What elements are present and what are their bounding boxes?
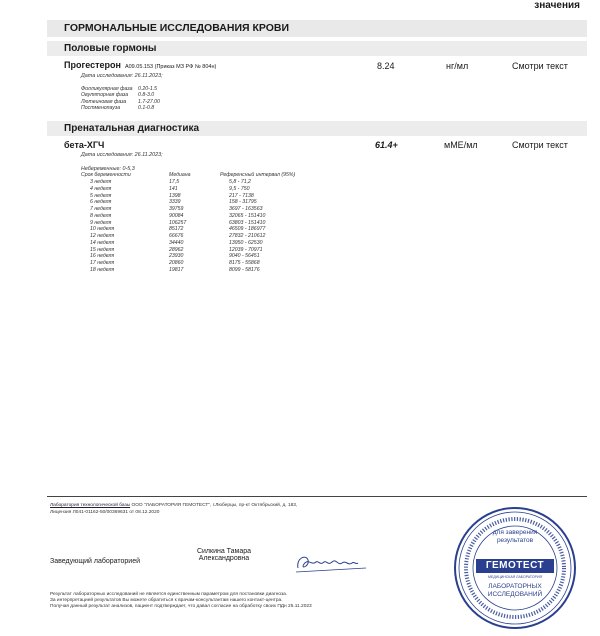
- row-median: 20860: [169, 260, 184, 266]
- range-phase: Лютеиновая фаза: [81, 98, 127, 105]
- row-term: 18 неделя: [90, 266, 115, 273]
- hcg-table-row: [81, 247, 341, 253]
- head-name-line2: Александровна: [198, 555, 250, 562]
- row-term: 8 неделя: [90, 212, 112, 219]
- row-ref: 8099 - 58176: [229, 266, 260, 273]
- row-term: 15 неделя: [90, 246, 115, 253]
- range-phase: Постменопауза: [81, 105, 121, 112]
- row-ref: 8175 - 55868: [229, 260, 260, 266]
- hcg-table-row: [81, 226, 341, 232]
- hcg-table-row: [81, 260, 341, 266]
- range-phase: Овуляторная фаза: [81, 92, 129, 99]
- hcg-table-row: [81, 220, 341, 226]
- signature-icon: [292, 548, 372, 576]
- hcg-table-header: [81, 172, 381, 178]
- row-median: 28962: [169, 246, 184, 253]
- range-value: 0.8-3.0: [138, 92, 155, 99]
- hcg-table-row: [81, 193, 341, 199]
- row-ref: 9,5 - 750: [229, 185, 250, 192]
- row-ref: 9040 - 56451: [229, 253, 260, 260]
- progesterone-date: Дата исследования: 26.11.2023;: [81, 73, 163, 79]
- hcg-table-row: [81, 240, 341, 246]
- row-term: 3 неделя: [90, 179, 112, 185]
- subsection-sex-hormones: Половые гормоны: [47, 41, 587, 56]
- hcg-table-row: [81, 253, 341, 259]
- row-term: 14 неделя: [90, 239, 115, 246]
- progesterone-reference: Смотри текст: [512, 61, 568, 71]
- range-value: 0.1-0.8: [138, 105, 155, 112]
- header-ref: Референсный интервал (95%): [220, 172, 296, 178]
- row-median: 85172: [169, 226, 184, 233]
- row-median: 66676: [169, 233, 184, 239]
- progesterone-range-row: [81, 105, 221, 111]
- hcg-table-row: [81, 199, 341, 205]
- stamp-brand: ГЕМОТЕСТ: [485, 560, 545, 571]
- row-ref: 63803 - 151410: [229, 219, 266, 226]
- row-term: 6 неделя: [90, 199, 112, 206]
- row-term: 17 неделя: [90, 260, 115, 266]
- lab-link[interactable]: Лаборатория технологической базы: [50, 503, 131, 508]
- stamp-line2: результатов: [496, 537, 534, 544]
- stamp-line4: ИССЛЕДОВАНИЙ: [487, 591, 543, 598]
- stamp-brand-sub: МЕДИЦИНСКАЯ ЛАБОРАТОРИЯ: [487, 575, 543, 579]
- hcg-table-row: [81, 267, 341, 273]
- disclaimer-3: Получая данный результат анализов, пациент подтверждает, что давал согласие на обработку своих ПДн 25.11.2023: [50, 604, 312, 609]
- row-term: 9 неделя: [90, 219, 112, 226]
- row-ref: 158 - 31795: [229, 199, 257, 206]
- hcg-table-row: [81, 213, 341, 219]
- row-median: 90084: [169, 212, 184, 219]
- footer-license: Лицензия Л041-01162-50/00369631 от 08.12.2020: [50, 510, 160, 515]
- row-term: 5 неделя: [90, 192, 112, 199]
- range-value: 1.7-27.00: [138, 98, 160, 105]
- hcg-reference: Смотри текст: [512, 140, 568, 150]
- range-phase: Фолликулярная фаза: [81, 86, 133, 92]
- hcg-unit: мМЕ/мл: [444, 140, 478, 150]
- row-term: 12 неделя: [90, 233, 115, 239]
- row-ref: 46509 - 186977: [229, 226, 266, 233]
- hcg-non-pregnant: Небеременные: 0-5,3: [81, 166, 135, 172]
- row-ref: 27832 - 210612: [229, 233, 266, 239]
- row-term: 4 неделя: [90, 185, 112, 192]
- row-median: 17,5: [169, 179, 180, 185]
- range-value: 0.20-1.5: [138, 86, 158, 92]
- row-ref: 3697 - 163563: [229, 206, 263, 212]
- row-term: 16 неделя: [90, 253, 115, 260]
- hcg-table-row: [81, 233, 341, 239]
- head-title: Заведующий лабораторией: [50, 558, 140, 565]
- row-median: 1398: [169, 192, 181, 199]
- test-progesterone: [64, 60, 216, 70]
- row-median: 34440: [169, 239, 184, 246]
- row-median: 106257: [169, 219, 187, 226]
- test-hcg: бета-ХГЧ: [64, 140, 105, 150]
- progesterone-unit: нг/мл: [446, 61, 469, 71]
- row-ref: 32065 - 151410: [229, 212, 266, 219]
- hcg-table-row: [81, 186, 341, 192]
- test-name: Прогестерон: [64, 60, 121, 70]
- stamp-line1: для заверения: [492, 529, 538, 536]
- row-median: 19817: [169, 266, 184, 273]
- subsection-prenatal: Пренатальная диагностика: [47, 121, 587, 136]
- disclaimer-1: Результат лабораторных исследований не является единственным параметром для постановки диагноза.: [50, 592, 288, 597]
- footer-lab-info: [50, 503, 297, 508]
- hcg-date: Дата исследования: 26.11.2023;: [81, 152, 163, 158]
- row-median: 141: [169, 185, 178, 192]
- row-median: 23930: [169, 253, 184, 260]
- header-label: значения: [534, 0, 580, 11]
- lab-stamp: [452, 505, 578, 631]
- header-median: Медиана: [169, 172, 191, 178]
- disclaimer-2: За интерпретацией результатов Вы можете обратиться к врачам-консультантам нашего контакт-центра.: [50, 598, 283, 603]
- hcg-table-row: [81, 206, 341, 212]
- head-name: [188, 548, 260, 562]
- section-title: ГОРМОНАЛЬНЫЕ ИССЛЕДОВАНИЯ КРОВИ: [47, 20, 587, 37]
- row-ref: 217 - 7138: [229, 192, 254, 199]
- row-median: 3339: [169, 199, 181, 206]
- footer-divider: [47, 496, 587, 497]
- test-code: A09.05.153 (Приказ МЗ РФ № 804н): [124, 64, 217, 70]
- head-name-line1: Силкина Тамара: [196, 548, 252, 555]
- lab-address: ООО "ЛАБОРАТОРИЯ ГЕМОТЕСТ", г.Люберцы, пр-кт Октябрьский, д. 183,: [131, 503, 298, 508]
- row-ref: 12039 - 70971: [229, 246, 263, 253]
- row-ref: 5,8 - 71,2: [229, 179, 251, 185]
- row-ref: 13950 - 62530: [229, 239, 263, 246]
- row-term: 10 неделя: [90, 226, 115, 233]
- hcg-table-row: [81, 179, 341, 185]
- row-term: 7 неделя: [90, 206, 112, 212]
- progesterone-value: 8.24: [377, 61, 395, 71]
- row-median: 39759: [169, 206, 184, 212]
- hcg-value: 61.4+: [375, 140, 398, 150]
- header-term: Срок беременности: [81, 172, 131, 178]
- stamp-line3: ЛАБОРАТОРНЫХ: [488, 583, 542, 590]
